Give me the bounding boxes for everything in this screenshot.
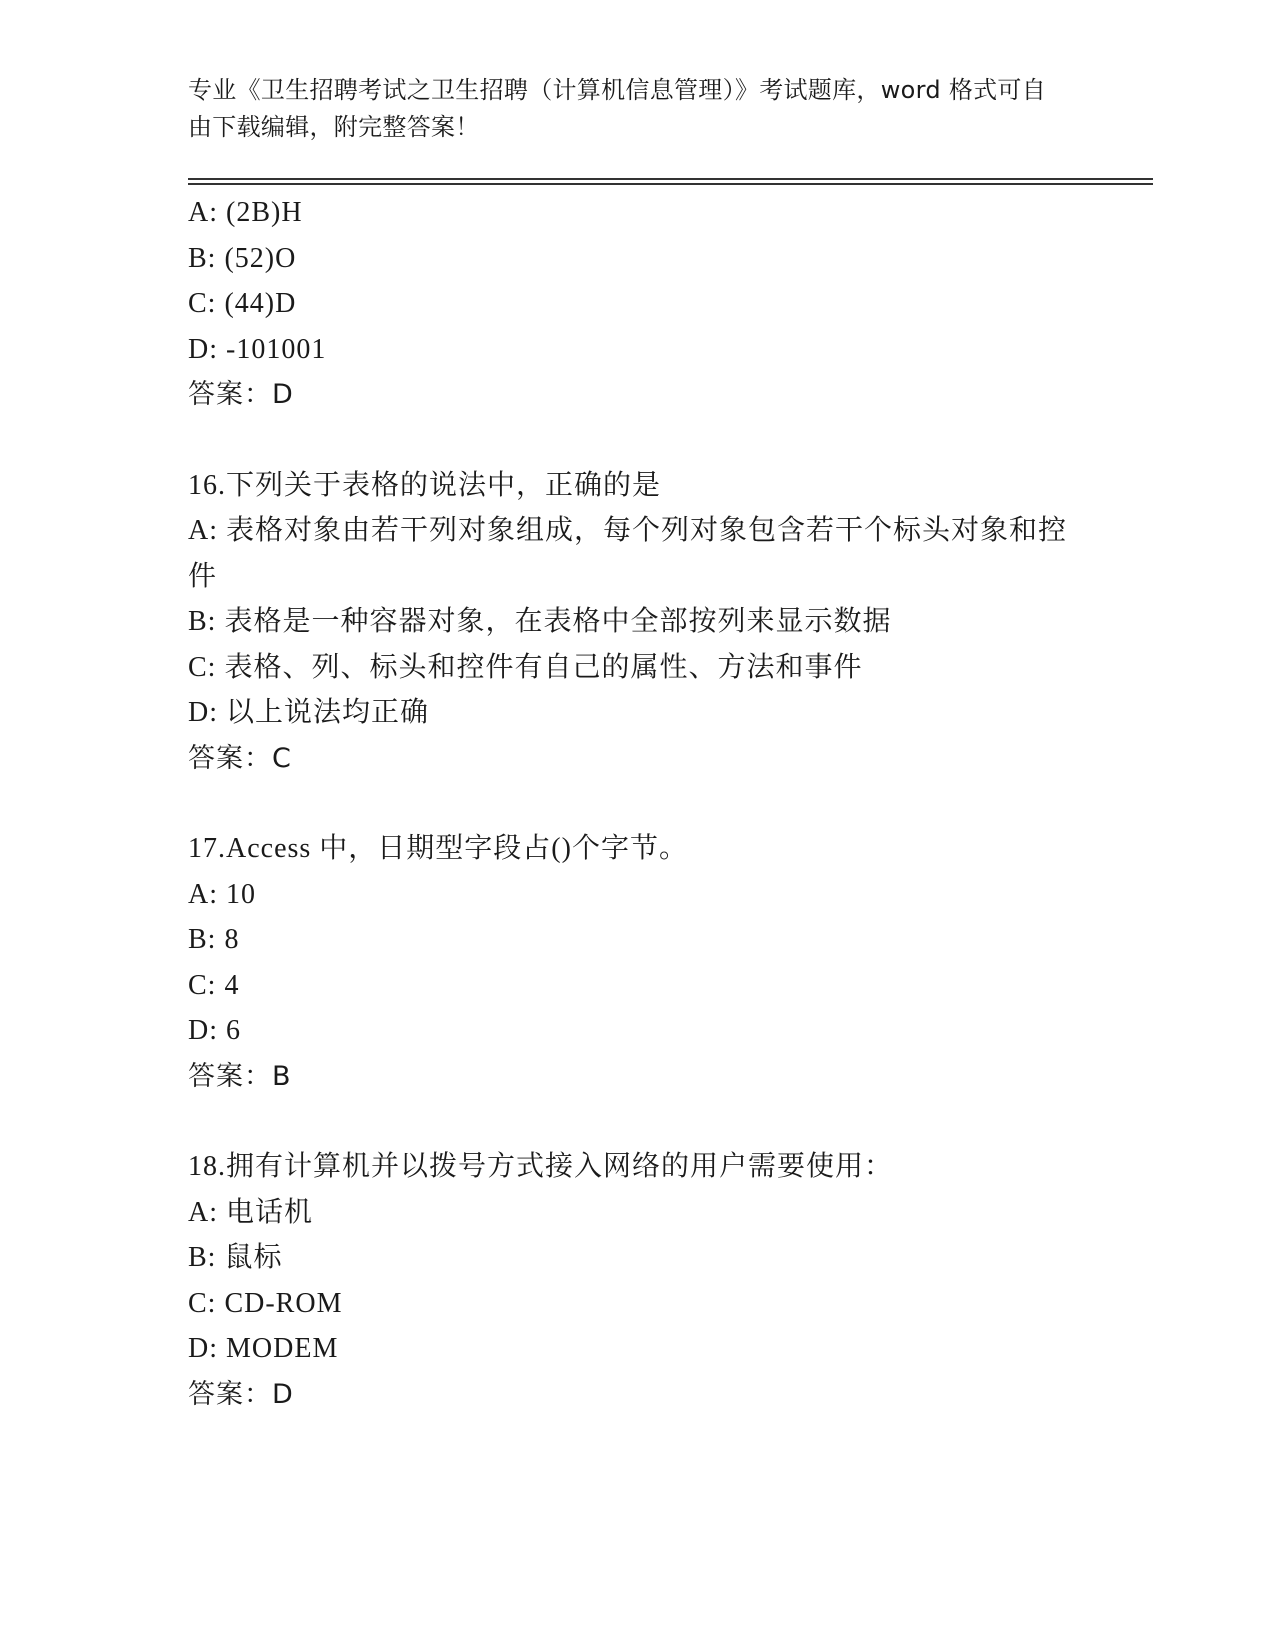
- option-d: D: 6: [188, 1015, 241, 1046]
- option-a: A: (2B)H: [188, 197, 303, 228]
- question-17-block: [188, 826, 1088, 1099]
- option-c: C: 表格、列、标头和控件有自己的属性、方法和事件: [188, 651, 863, 683]
- option-a: A: 电话机: [188, 1196, 314, 1228]
- option-d: D: -101001: [188, 333, 327, 365]
- spacer: [188, 781, 1088, 826]
- option-c: C: CD-ROM: [188, 1287, 343, 1319]
- option-c: C: 4: [188, 969, 240, 1001]
- option-b: B: (52)O: [188, 242, 297, 274]
- header-line-2: 由下载编辑，附完整答案！: [188, 113, 480, 141]
- header-divider-bottom: [188, 183, 1153, 185]
- option-d: D: MODEM: [188, 1333, 339, 1364]
- question-15-block: [188, 190, 1088, 418]
- header-divider-top: [188, 178, 1153, 180]
- question-text: 16.下列关于表格的说法中，正确的是: [188, 469, 662, 501]
- header-line-1: 专业《卫生招聘考试之卫生招聘（计算机信息管理）》考试题库，word 格式可自: [188, 76, 1047, 104]
- option-a: A: 10: [188, 878, 256, 910]
- option-b: B: 鼠标: [188, 1242, 283, 1273]
- option-c: C: (44)D: [188, 288, 297, 319]
- spacer: [188, 1099, 1088, 1144]
- option-d: D: 以上说法均正确: [188, 697, 430, 728]
- answer-line: 答案：B: [188, 1060, 292, 1092]
- document-body: [188, 190, 1088, 1417]
- option-a: A: 表格对象由若干列对象组成，每个列对象包含若干个标头对象和控件: [188, 515, 1068, 592]
- option-b: B: 表格是一种容器对象，在表格中全部按列来显示数据: [188, 606, 892, 637]
- document-header: [188, 72, 1088, 146]
- spacer: [188, 418, 1088, 463]
- question-text: 18.拥有计算机并以拨号方式接入网络的用户需要使用：: [188, 1151, 894, 1182]
- option-b: B: 8: [188, 924, 240, 955]
- answer-line: 答案：D: [188, 1378, 294, 1410]
- question-text: 17.Access 中，日期型字段占()个字节。: [188, 833, 688, 864]
- question-18-block: [188, 1144, 1088, 1417]
- question-16-block: [188, 463, 1088, 782]
- answer-line: 答案：D: [188, 379, 294, 410]
- answer-line: 答案：C: [188, 742, 292, 774]
